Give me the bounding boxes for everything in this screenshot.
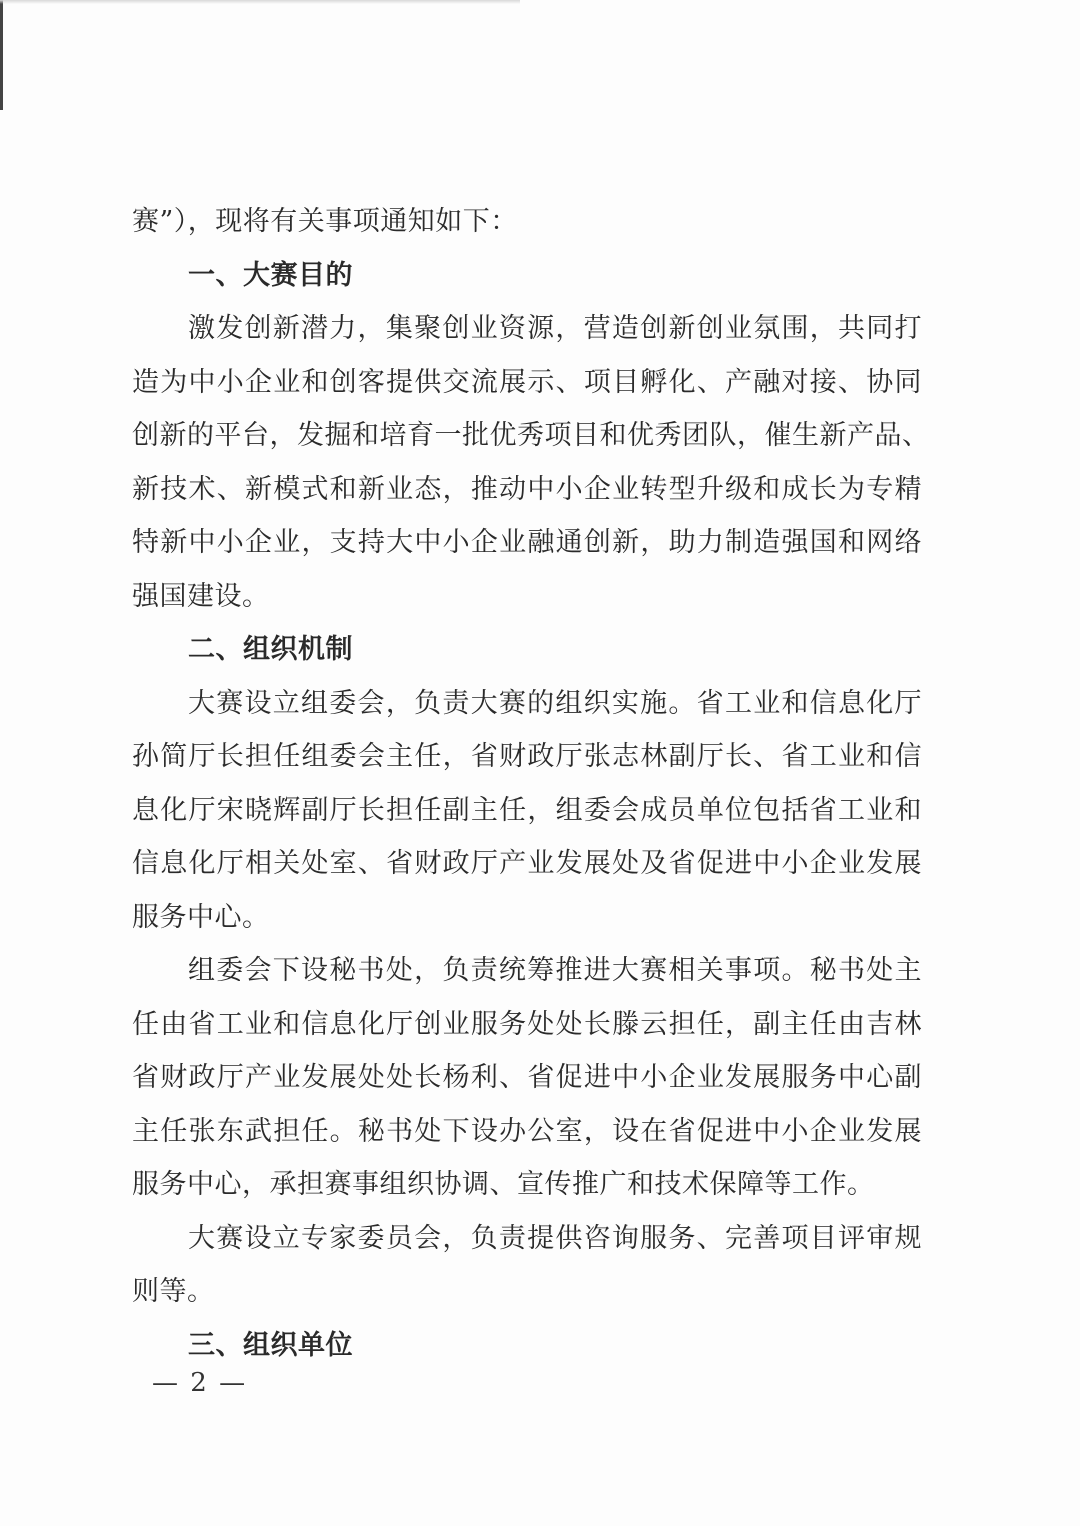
paragraph-line: 特新中小企业，支持大中小企业融通创新，助力制造强国和网络 — [132, 527, 922, 558]
paragraph-line: 组委会下设秘书处，负责统筹推进大赛相关事项。秘书处主 — [188, 955, 922, 986]
section-heading-units: 三、组织单位 — [188, 1329, 353, 1361]
paragraph-line: 孙简厅长担任组委会主任，省财政厅张志林副厅长、省工业和信 — [132, 741, 922, 772]
paragraph-line: 服务中心。 — [132, 901, 270, 933]
paragraph-line: 息化厅宋晓辉副厅长担任副主任，组委会成员单位包括省工业和 — [132, 794, 922, 826]
scan-top-shadow — [0, 0, 520, 4]
paragraph-line: 造为中小企业和创客提供交流展示、项目孵化、产融对接、协同 — [132, 366, 922, 398]
paragraph-line: 大赛设立组委会，负责大赛的组织实施。省工业和信息化厅 — [188, 687, 922, 719]
paragraph-line: 服务中心，承担赛事组织协调、宣传推广和技术保障等工作。 — [132, 1169, 875, 1200]
page-number: — 2 — — [152, 1368, 248, 1398]
paragraph-line: 强国建设。 — [132, 580, 270, 612]
continuation-line: 赛”），现将有关事项通知如下： — [132, 206, 518, 237]
paragraph-line: 大赛设立专家委员会，负责提供咨询服务、完善项目评审规 — [188, 1222, 922, 1254]
paragraph-line: 任由省工业和信息化厅创业服务处处长滕云担任，副主任由吉林 — [132, 1008, 922, 1040]
section-heading-organization: 二、组织机制 — [188, 634, 353, 665]
paragraph-line: 则等。 — [132, 1276, 215, 1307]
document-body — [132, 195, 930, 1372]
scan-edge-mark — [0, 0, 3, 110]
section-heading-purpose: 一、大赛目的 — [188, 259, 353, 291]
paragraph-line: 信息化厅相关处室、省财政厅产业发展处及省促进中小企业发展 — [132, 848, 922, 879]
paragraph-line: 创新的平台，发掘和培育一批优秀项目和优秀团队，催生新产品、 — [132, 420, 930, 451]
paragraph-line: 激发创新潜力，集聚创业资源，营造创新创业氛围，共同打 — [188, 313, 922, 344]
paragraph-line: 主任张东武担任。秘书处下设办公室，设在省促进中小企业发展 — [132, 1115, 922, 1147]
paragraph-line: 省财政厅产业发展处处长杨利、省促进中小企业发展服务中心副 — [132, 1062, 922, 1093]
paragraph-line: 新技术、新模式和新业态，推动中小企业转型升级和成长为专精 — [132, 473, 922, 505]
